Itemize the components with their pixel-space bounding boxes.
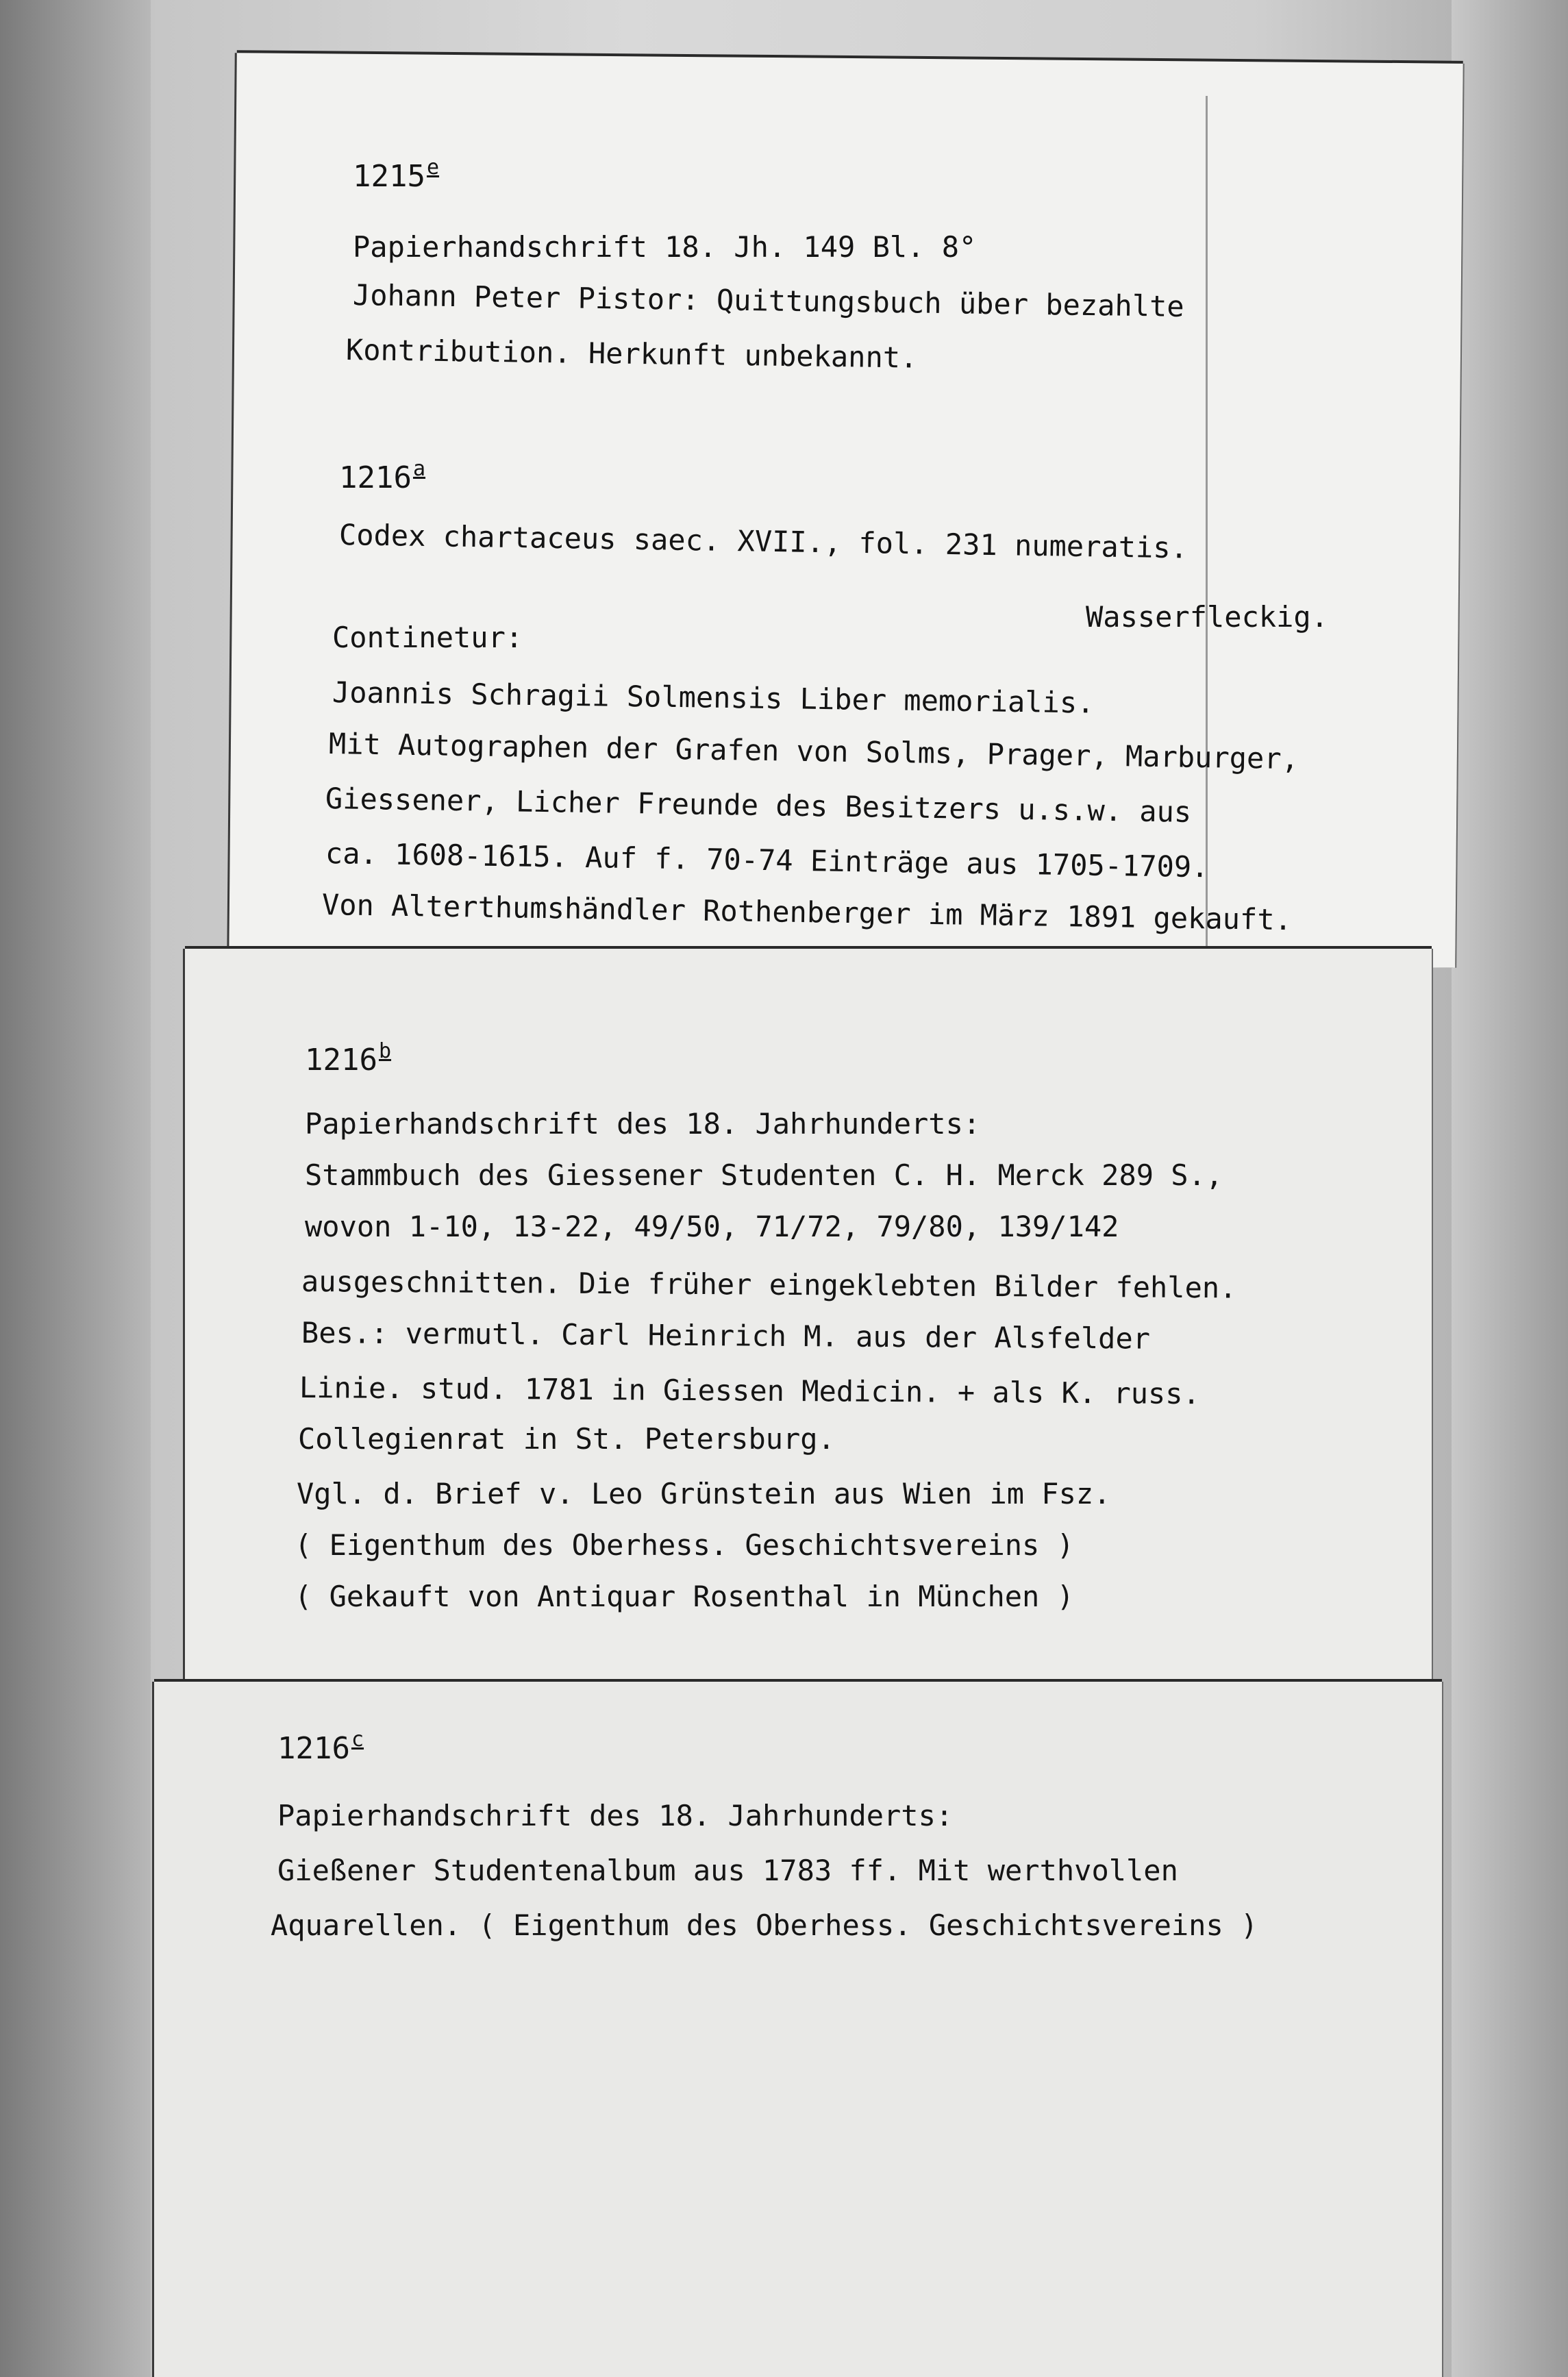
- entry-line: Aquarellen. ( Eigenthum des Oberhess. Geschichtsvereins ): [271, 1908, 1258, 1942]
- entry-line: Papierhandschrift des 18. Jahrhunderts:: [305, 1107, 981, 1141]
- entry-line: Gießener Studentenalbum aus 1783 ff. Mit werthvollen: [277, 1854, 1178, 1887]
- entry-number: 1216$^a$: [339, 457, 426, 495]
- entry-line: Wasserfleckig.: [1086, 600, 1329, 634]
- entry-line: Codex chartaceus saec. XVII., fol. 231 numeratis.: [338, 518, 1189, 565]
- entry-line: Giessener, Licher Freunde des Besitzers u.s.w. aus: [325, 782, 1192, 829]
- entry-line: Johann Peter Pistor: Quittungsbuch über bezahlte: [352, 278, 1184, 323]
- entry-line: Kontribution. Herkunft unbekannt.: [345, 333, 918, 375]
- entry-number: 1216$^c$: [277, 1728, 364, 1766]
- entry-number: 1216$^b$: [305, 1039, 392, 1078]
- entry-line: ca. 1608-1615. Auf f. 70-74 Einträge aus 1705-1709.: [325, 836, 1209, 884]
- entry-line: ( Gekauft von Antiquar Rosenthal in München ): [295, 1580, 1074, 1613]
- entry-line: ( Eigenthum des Oberhess. Geschichtsvereins ): [295, 1528, 1074, 1562]
- entry-line: Stammbuch des Giessener Studenten C. H. Merck 289 S.,: [305, 1158, 1223, 1192]
- entry-line: Mit Autographen der Grafen von Solms, Prager, Marburger,: [328, 727, 1299, 776]
- index-card-3: [154, 1682, 1442, 2377]
- entry-line: Von Alterthumshändler Rothenberger im März 1891 gekauft.: [321, 888, 1293, 937]
- entry-number: 1215e: [353, 155, 440, 194]
- entry-line: ausgeschnitten. Die früher eingeklebten Bilder fehlen.: [301, 1265, 1237, 1305]
- entry-line: Papierhandschrift des 18. Jahrhunderts:: [277, 1799, 954, 1832]
- entry-line: Bes.: vermutl. Carl Heinrich M. aus der Alsfelder: [301, 1316, 1151, 1356]
- entry-line: Continetur:: [332, 621, 523, 654]
- entry-line: Collegienrat in St. Petersburg.: [298, 1422, 835, 1456]
- entry-line: Vgl. d. Brief v. Leo Grünstein aus Wien im Fsz.: [297, 1477, 1111, 1510]
- entry-line: Linie. stud. 1781 in Giessen Medicin. + als K. russ.: [299, 1371, 1201, 1411]
- entry-line: Joannis Schragii Solmensis Liber memorialis.: [332, 675, 1095, 720]
- entry-line: wovon 1-10, 13-22, 49/50, 71/72, 79/80, 139/142: [305, 1210, 1119, 1243]
- entry-line: Papierhandschrift 18. Jh. 149 Bl. 8°: [353, 230, 977, 264]
- background-card-edge-left: [0, 0, 151, 2377]
- background-card-edge-right: [1452, 0, 1568, 2377]
